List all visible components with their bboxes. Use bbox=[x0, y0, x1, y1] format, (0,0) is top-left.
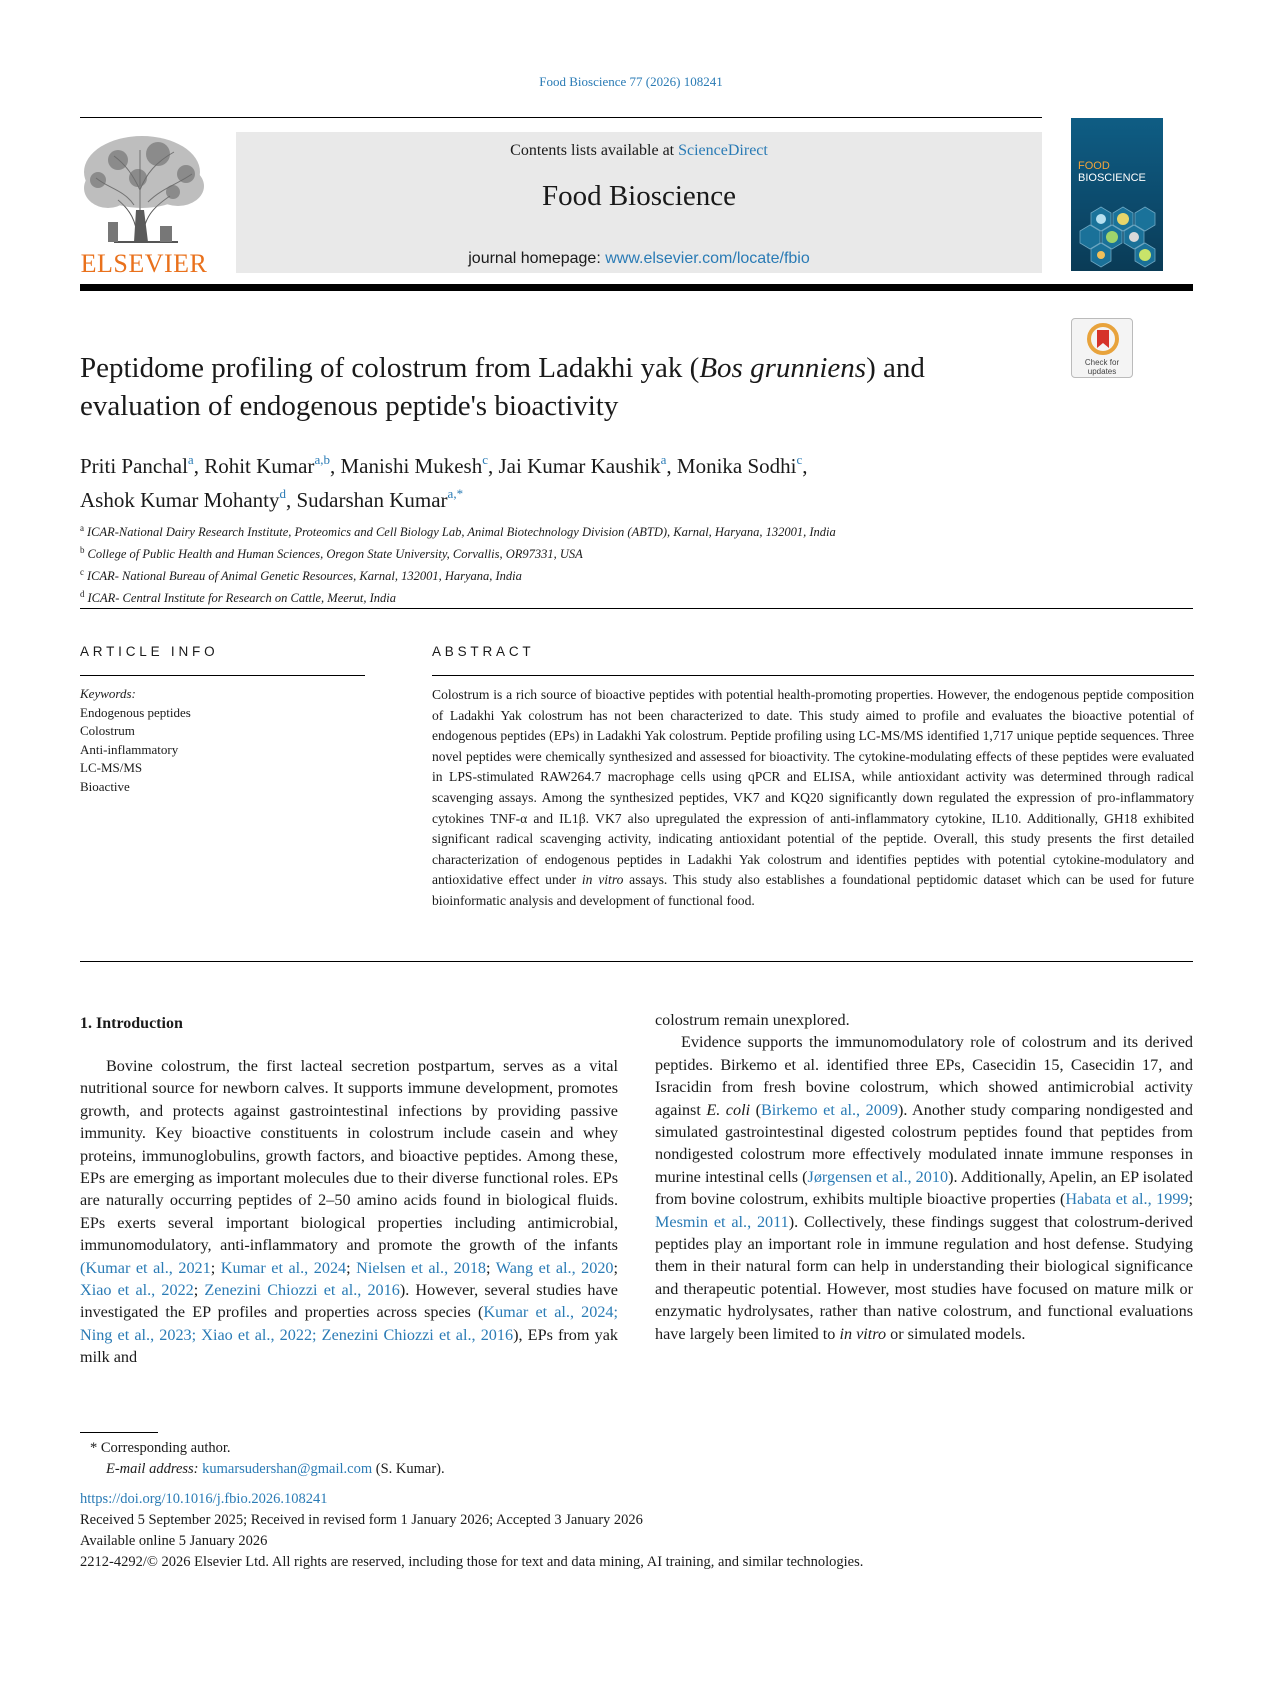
cover-title-line2: BIOSCIENCE bbox=[1078, 172, 1146, 184]
intro-paragraph-1 bbox=[80, 1055, 618, 1369]
header-divider bbox=[80, 284, 1193, 291]
author-name[interactable]: Sudarshan Kumar bbox=[296, 488, 448, 512]
affiliation-b bbox=[80, 541, 1180, 563]
citation-link[interactable]: (Kumar et al., 2021 bbox=[80, 1258, 211, 1277]
homepage-prefix: journal homepage: bbox=[468, 250, 606, 267]
abstract-heading: ABSTRACT bbox=[432, 644, 535, 659]
email-label: E-mail address: bbox=[106, 1461, 203, 1477]
affiliation-key: d bbox=[80, 589, 85, 599]
affiliation-text: ICAR- National Bureau of Animal Genetic Resources, Karnal, 132001, Haryana, India bbox=[87, 569, 522, 583]
citation-link[interactable]: Jørgensen et al., 2010 bbox=[807, 1167, 949, 1186]
elsevier-wordmark: ELSEVIER bbox=[80, 249, 208, 278]
author-list bbox=[80, 446, 1180, 514]
email-link[interactable]: kumarsudershan@gmail.com bbox=[202, 1461, 373, 1477]
citation-link[interactable]: Xiao et al., 2022 bbox=[80, 1281, 194, 1300]
affiliations bbox=[80, 519, 1180, 607]
article-title bbox=[80, 349, 1040, 425]
citation-link[interactable]: Kumar et al., 2024 bbox=[220, 1258, 347, 1277]
check-for-updates-badge[interactable] bbox=[1071, 318, 1133, 378]
affiliation-key: c bbox=[80, 567, 84, 577]
abstract-italic: in vitro bbox=[581, 872, 624, 888]
abstract-text-part1: Colostrum is a rich source of bioactive peptides with potential health-promoting properties. However, the endogenous peptide composition of Ladakhi Yak colostrum has not been characterized to date. This study aimed to profile and evaluates the bioactive potential of endogenous peptides (EPs) in Ladakhi Yak colostrum. Peptide profiling using LC-MS/MS identified 1,717 unique peptide sequences. Three novel peptides were chemically synthesized and assessed for bioactivity. The cytokine-modulating effects of these peptides were evaluated in LPS-stimulated RAW264.7 macrophage cells using qPCR and ELISA, while antioxidant activity was determined through radical scavenging assays. Among the synthesized peptides, VK7 and KQ20 significantly down regulated the expression of pro-inflammatory cytokines TNF-α and IL1β. VK7 also upregulated the expression of anti-inflammatory cytokine, IL10. Additionally, GH18 exhibited significant radical scavenging activity, indicating antioxidant potential of the peptide. Overall, this study presents the first detailed characterization of endogenous peptides in Ladakhi Yak colostrum and identifies peptides with potential cytokine-modulatory and antioxidative effect under bbox=[432, 687, 1194, 888]
author-affiliation-marker[interactable]: a bbox=[660, 452, 667, 467]
citation-link[interactable]: Wang et al., 2020 bbox=[495, 1258, 614, 1277]
affiliation-key: b bbox=[80, 545, 85, 555]
keyword: Bioactive bbox=[80, 778, 130, 794]
footnote-star: * bbox=[90, 1440, 101, 1456]
author-separator: , bbox=[488, 454, 499, 478]
paragraph-text: ; bbox=[613, 1258, 618, 1277]
homepage-line bbox=[236, 250, 1042, 268]
title-part2: ) and evaluation of endogenous peptide's bioactivity bbox=[80, 352, 925, 422]
article-info-rule bbox=[80, 675, 365, 676]
citation-link[interactable]: Zenezini Chiozzi et al., 2016 bbox=[204, 1281, 400, 1300]
paragraph-text: ), EPs from yak milk and bbox=[80, 1325, 618, 1367]
title-part1: Peptidome profiling of colostrum from Ladakhi yak ( bbox=[80, 352, 700, 384]
keyword: Anti-inflammatory bbox=[80, 741, 179, 757]
article-info-heading: ARTICLE INFO bbox=[80, 644, 219, 659]
homepage-link[interactable]: www.elsevier.com/locate/fbio bbox=[605, 250, 810, 267]
intro-paragraph-1-continued bbox=[655, 1009, 1193, 1031]
abstract-end-rule bbox=[80, 961, 1193, 962]
author-name[interactable]: Priti Panchal bbox=[80, 454, 188, 478]
title-species: Bos grunniens bbox=[699, 352, 867, 384]
author-name[interactable]: Manishi Mukesh bbox=[340, 454, 483, 478]
italic-text: in vitro bbox=[839, 1324, 887, 1343]
author-affiliation-marker[interactable]: c bbox=[482, 452, 488, 467]
affiliation-text: ICAR-National Dairy Research Institute, Proteomics and Cell Biology Lab, Animal Biotechnology Division (ABTD), Karnal, Haryana, 132001, India bbox=[87, 525, 836, 539]
paragraph-text: or simulated models. bbox=[886, 1324, 1026, 1343]
paragraph-text: ; bbox=[486, 1258, 496, 1277]
author-name[interactable]: Ashok Kumar Mohanty bbox=[80, 488, 280, 512]
keyword: Colostrum bbox=[80, 723, 135, 738]
author-separator: , bbox=[802, 454, 808, 478]
author-name[interactable]: Rohit Kumar bbox=[204, 454, 315, 478]
affiliation-a bbox=[80, 519, 1180, 541]
footnote-rule bbox=[80, 1432, 158, 1433]
corresponding-author-note bbox=[80, 1438, 445, 1459]
intro-left-column bbox=[80, 1055, 618, 1400]
cover-hexagon-art bbox=[1071, 118, 1163, 271]
email-suffix: (S. Kumar). bbox=[372, 1461, 445, 1477]
paragraph-text: ; bbox=[1188, 1190, 1193, 1209]
received-dates: Received 5 September 2025; Received in revised form 1 January 2026; Accepted 3 January 2026 bbox=[80, 1512, 643, 1528]
author-affiliation-marker[interactable]: a bbox=[187, 452, 194, 467]
corresponding-label: Corresponding author. bbox=[100, 1440, 231, 1456]
paragraph-text: ). Collectively, these findings suggest that colostrum-derived peptides play an important role in immune regulation and host defense. Studying them in their natural form can help in understanding their biological significance and therapeutic potential. However, most studies have focused on mature milk or enzymatic hydrolysates, rather than native colostrum, and functional evaluations have largely been limited to bbox=[655, 1212, 1193, 1343]
paragraph-text: Evidence supports the immunomodulatory role of colostrum and its derived peptides. Birkemo et al. identified three EPs, Casecidin 15, Casecidin 17, and Isracidin from fresh bovine colostrum, which showed antimicrobial activity against bbox=[655, 1033, 1193, 1119]
masthead bbox=[236, 132, 1042, 273]
author-name[interactable]: Monika Sodhi bbox=[676, 454, 797, 478]
italic-text: E. coli bbox=[706, 1100, 751, 1119]
citation-link[interactable]: Nielsen et al., 2018 bbox=[356, 1258, 487, 1277]
keywords-block bbox=[80, 685, 360, 796]
paragraph-text: ( bbox=[750, 1100, 761, 1119]
author-separator: , bbox=[329, 454, 341, 478]
affiliation-key: a bbox=[80, 523, 84, 533]
author-separator: , bbox=[193, 454, 205, 478]
citation-link[interactable]: Habata et al., 1999 bbox=[1065, 1190, 1189, 1209]
abstract-rule bbox=[432, 675, 1194, 676]
paragraph-text: ). However, several studies have investigated the EP profiles and properties across species ( bbox=[80, 1281, 618, 1322]
citation-link[interactable]: Mesmin et al., 2011 bbox=[655, 1212, 789, 1231]
doi-link[interactable]: https://doi.org/10.1016/j.fbio.2026.108241 bbox=[80, 1491, 328, 1507]
affiliation-text: College of Public Health and Human Sciences, Oregon State University, Corvallis, OR97331, USA bbox=[87, 547, 583, 561]
author-separator: , bbox=[666, 454, 677, 478]
author-separator: , bbox=[285, 488, 297, 512]
paragraph-text: ). Additionally, Apelin, an EP isolated from bovine colostrum, exhibits multiple bioactive properties ( bbox=[655, 1167, 1193, 1209]
contents-line bbox=[236, 142, 1042, 160]
sciencedirect-link[interactable]: ScienceDirect bbox=[678, 142, 768, 159]
article-meta bbox=[80, 1489, 863, 1573]
paragraph-text: ; bbox=[193, 1281, 205, 1300]
author-affiliation-marker[interactable]: c bbox=[796, 452, 803, 467]
keyword: LC-MS/MS bbox=[80, 760, 143, 775]
author-name[interactable]: Jai Kumar Kaushik bbox=[498, 454, 661, 478]
copyright: 2212-4292/© 2026 Elsevier Ltd. All rights are reserved, including those for text and data mining, AI training, and similar technologies. bbox=[80, 1554, 864, 1570]
header-rule bbox=[80, 117, 1042, 118]
intro-paragraph-2 bbox=[655, 1031, 1193, 1345]
author-affiliation-marker[interactable]: a,* bbox=[447, 486, 464, 501]
affiliation-text: ICAR- Central Institute for Research on Cattle, Meerut, India bbox=[87, 591, 397, 605]
intro-heading: 1. Introduction bbox=[80, 1015, 183, 1032]
affiliation-c bbox=[80, 563, 1180, 585]
check-updates-label: Check for updates bbox=[1084, 358, 1120, 376]
email-line bbox=[80, 1459, 445, 1480]
keyword-list bbox=[80, 704, 360, 797]
front-matter-rule bbox=[80, 608, 1193, 609]
keyword: Endogenous peptides bbox=[80, 704, 191, 720]
paragraph-text: colostrum remain unexplored. bbox=[655, 1011, 850, 1029]
paragraph-text: Bovine colostrum, the first lacteal secretion postpartum, serves as a vital nutritional source for newborn calves. It supports immune development, promotes growth, and protects against gastrointestinal infections by providing passive immunity. Key bioactive constituents in colostrum include casein and whey proteins, immunoglobulins, growth factors, and bioactive peptides. Among these, EPs are emerging as important molecules due to their diverse functional roles. EPs are naturally occurring peptides of 2–50 amino acids found in biological fluids. EPs exerts several important biological properties including antimicrobial, immunomodulatory, anti-inflammatory and promote the growth of the infants bbox=[80, 1057, 618, 1255]
available-online: Available online 5 January 2026 bbox=[80, 1533, 268, 1549]
check-updates-icon bbox=[1087, 322, 1119, 356]
cover-title-line1: FOOD bbox=[1078, 160, 1110, 172]
intro-right-column bbox=[655, 1009, 1193, 1400]
paragraph-text: ; bbox=[346, 1258, 357, 1277]
paragraph-text: ; bbox=[210, 1258, 221, 1277]
abstract-text-part2: assays. This study also establishes a foundational peptidomic dataset which can be used for future bioinformatic analysis and development of functional food. bbox=[432, 872, 1194, 908]
journal-reference[interactable]: Food Bioscience 77 (2026) 108241 bbox=[539, 74, 723, 89]
contents-prefix: Contents lists available at bbox=[510, 142, 679, 159]
author-affiliation-marker[interactable]: d bbox=[279, 486, 286, 501]
abstract-text bbox=[432, 685, 1194, 912]
citation-link[interactable]: Kumar et al., 2024; Ning et al., 2023; Xiao et al., 2022; Zenezini Chiozzi et al., 2016 bbox=[80, 1303, 618, 1344]
footnote bbox=[80, 1438, 445, 1480]
journal-cover[interactable] bbox=[1071, 118, 1163, 271]
affiliation-d bbox=[80, 585, 1180, 607]
keywords-label: Keywords: bbox=[80, 686, 136, 701]
author-affiliation-marker[interactable]: a,b bbox=[314, 452, 330, 467]
journal-name: Food Bioscience bbox=[541, 180, 737, 212]
citation-link[interactable]: Birkemo et al., 2009 bbox=[760, 1100, 898, 1119]
paragraph-text: ). Another study comparing nondigested and simulated gastrointestinal digested colostrum peptides found that peptides from nondigested colostrum more effectively modulated innate immune responses in murine intestinal cells ( bbox=[655, 1100, 1193, 1186]
